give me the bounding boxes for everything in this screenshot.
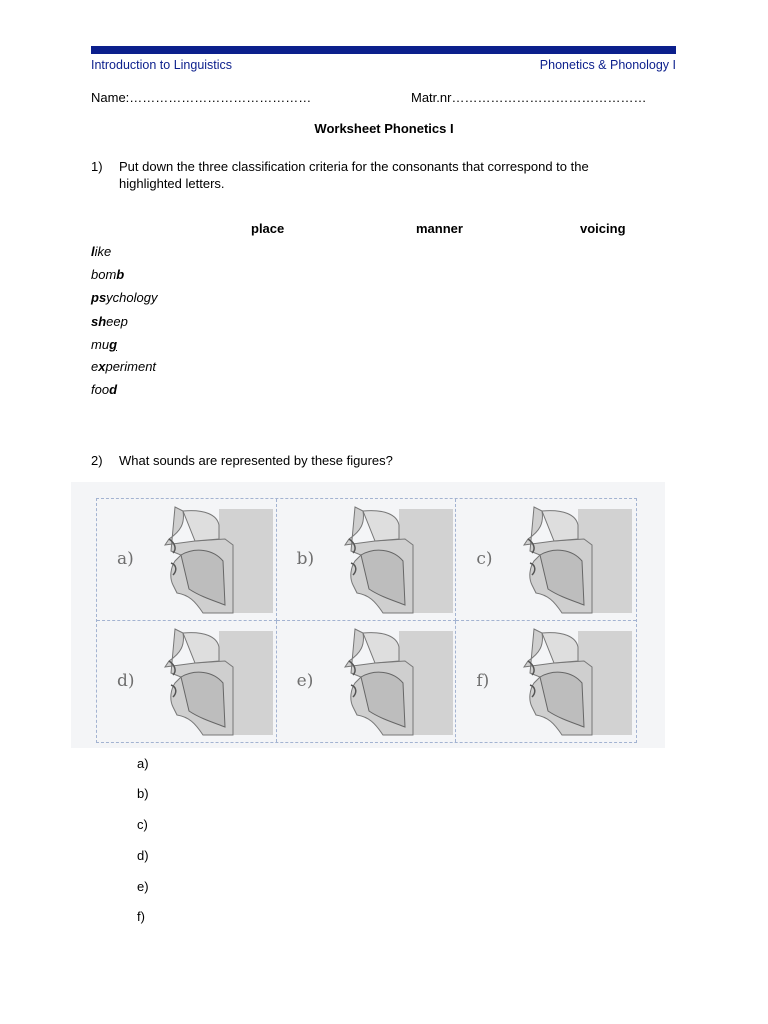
figure-label: f) <box>476 670 490 691</box>
answer-label: f) <box>137 909 145 924</box>
figure-cell <box>456 621 636 743</box>
word-part: mu <box>91 337 110 352</box>
vocal-tract-figures <box>71 482 665 748</box>
highlighted-letters: d <box>109 382 118 397</box>
question-2-text: What sounds are represented by these figures? <box>119 453 393 468</box>
figure-label: c) <box>476 549 493 569</box>
answer-label: e) <box>137 879 149 894</box>
figure-cell <box>97 499 277 621</box>
figure-label: d) <box>117 670 135 691</box>
column-place: place <box>251 221 285 236</box>
question-1-text: Put down the three classification criteria for the consonants that correspond to the highlighted letters. <box>119 159 589 191</box>
word-item <box>91 267 124 282</box>
answer-label: d) <box>137 848 149 863</box>
question-1 <box>91 159 651 193</box>
figure-label: e) <box>296 670 314 691</box>
figure-cell <box>456 499 636 621</box>
highlighted-letters: b <box>116 267 125 282</box>
figure-cell <box>277 499 457 621</box>
highlighted-letters: sh <box>91 314 107 329</box>
word-item <box>91 382 117 397</box>
question-2-number: 2) <box>91 453 103 468</box>
name-field: Name:…………………………………… <box>91 90 312 105</box>
answer-label: a) <box>137 756 149 771</box>
question-1-number: 1) <box>91 159 103 174</box>
answer-label: b) <box>137 786 149 801</box>
highlighted-letters: g <box>109 337 118 352</box>
vocal-tract-diagram <box>335 627 457 739</box>
question-2 <box>91 453 651 471</box>
word-item <box>91 244 111 259</box>
word-part: bom <box>91 267 117 282</box>
figure-label: a) <box>117 549 134 569</box>
word-part: foo <box>91 382 110 397</box>
column-manner: manner <box>416 221 463 236</box>
vocal-tract-diagram <box>155 505 277 617</box>
answer-label: c) <box>137 817 148 832</box>
figure-label: b) <box>296 549 315 569</box>
word-part: periment <box>105 359 157 374</box>
word-part: ychology <box>106 290 158 305</box>
column-voicing: voicing <box>580 221 626 236</box>
highlighted-letters: ps <box>91 290 107 305</box>
course-title: Introduction to Linguistics <box>91 58 233 72</box>
matr-field: Matr.nr……………………………………… <box>411 90 647 105</box>
vocal-tract-diagram <box>514 627 636 739</box>
figure-grid <box>96 498 637 743</box>
worksheet-title: Worksheet Phonetics I <box>314 121 454 136</box>
highlighted-letters: x <box>98 359 106 374</box>
word-item <box>91 290 157 305</box>
header-bar <box>91 46 676 54</box>
word-item <box>91 337 117 352</box>
vocal-tract-diagram <box>514 505 636 617</box>
word-part: e <box>91 359 99 374</box>
topic-title: Phonetics & Phonology I <box>539 58 676 72</box>
figure-cell <box>277 621 457 743</box>
word-part: ike <box>94 244 112 259</box>
word-part: eep <box>106 314 128 329</box>
figure-cell <box>97 621 277 743</box>
highlighted-letters: l <box>91 244 95 259</box>
word-item <box>91 314 128 329</box>
vocal-tract-diagram <box>155 627 277 739</box>
vocal-tract-diagram <box>335 505 457 617</box>
word-item <box>91 359 156 374</box>
